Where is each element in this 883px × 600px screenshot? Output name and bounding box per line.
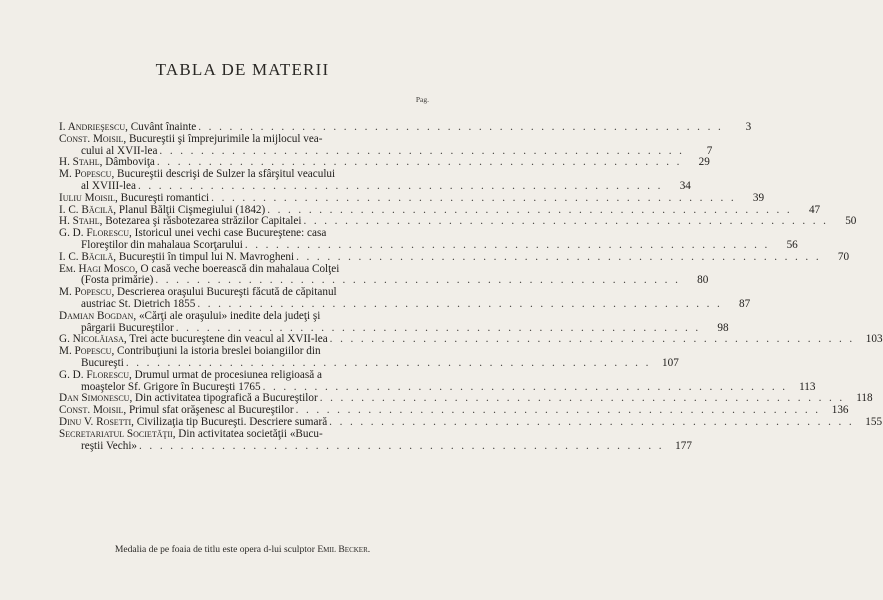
sculptor-name: Emil Becker bbox=[317, 544, 368, 555]
toc-author: Em. Hagi Mosco bbox=[59, 262, 135, 275]
toc-page-number: 136 bbox=[831, 404, 849, 417]
toc-title: Primul sfat orăşenesc al Bucureştilor bbox=[128, 404, 294, 417]
toc-page-number: 3 bbox=[745, 121, 752, 133]
page-title: TABLA DE MATERII bbox=[155, 60, 330, 79]
toc-title: cului al XVII-lea bbox=[81, 144, 158, 157]
toc-title: pârgarii Bucureştilor bbox=[81, 321, 174, 334]
toc-separator: , bbox=[123, 404, 129, 417]
toc-leader-dots: . . . . . . . . . . . . . . . . . . . . . . . . . . . . . . . . . . . . . . . . . . . . . . . . . . . bbox=[137, 179, 663, 192]
toc-title: Descrierea oraşului Bucureşti făcută de căpitanul bbox=[117, 286, 337, 299]
toc-title: Din activitatea societăţii «Bucu- bbox=[178, 427, 323, 440]
toc-page-number: 34 bbox=[679, 179, 691, 192]
toc-author: Damian Bogdan bbox=[59, 309, 134, 322]
toc-title: (Fosta primărie) bbox=[81, 274, 154, 287]
toc-title: «Cărţi ale oraşului» inedite dela judeţi şi bbox=[138, 309, 321, 322]
toc-page-number: 39 bbox=[752, 191, 765, 204]
toc-page-number: 70 bbox=[837, 250, 850, 263]
toc-separator: , bbox=[134, 262, 141, 275]
toc-separator: , bbox=[123, 132, 129, 145]
toc-author: I. C. Băcilă bbox=[59, 250, 114, 263]
toc-separator: , bbox=[172, 427, 179, 440]
toc-title: Drumul urmat de procesiunea religioasă a bbox=[134, 368, 322, 381]
toc-title: Civilizaţia tip Bucureşti. Descriere sumară bbox=[136, 415, 328, 428]
toc-author: Dan Simonescu bbox=[59, 392, 130, 405]
toc-separator: , bbox=[125, 121, 131, 133]
toc-title: Bucureştii şi împrejurimile la mijlocul vea- bbox=[128, 132, 323, 145]
toc-leader-dots: . . . . . . . . . . . . . . . . . . . . . . . . . . . . . . . . . . . . . . . . . . . . . . . . . . . bbox=[329, 333, 855, 346]
toc-title: Planul Bălţii Cişmegiului (1842) bbox=[118, 203, 266, 216]
toc-author: M. Popescu bbox=[59, 168, 112, 181]
toc-leader-dots: . . . . . . . . . . . . . . . . . . . . . . . . . . . . . . . . . . . . . . . . . . . . . . . . . . . bbox=[139, 439, 664, 452]
toc-leader-dots: . . . . . . . . . . . . . . . . . . . . . . . . . . . . . . . . . . . . . . . . . . . . . . . . . . . bbox=[244, 238, 770, 251]
toc-page-number: 50 bbox=[845, 215, 857, 228]
toc-entry bbox=[59, 227, 798, 252]
toc-entry bbox=[59, 368, 816, 394]
toc-separator: , bbox=[129, 368, 135, 381]
toc-author: G. Nicolăiasa bbox=[59, 333, 124, 346]
toc-entry bbox=[59, 168, 691, 193]
table-of-contents bbox=[59, 121, 883, 452]
toc-entry bbox=[59, 286, 751, 311]
toc-separator: , bbox=[115, 191, 121, 204]
toc-page-number: 87 bbox=[739, 297, 751, 310]
toc-author: M. Popescu bbox=[59, 286, 112, 299]
toc-entry-text bbox=[81, 441, 137, 453]
toc-leader-dots: . . . . . . . . . . . . . . . . . . . . . . . . . . . . . . . . . . . . . . . . . . . . . . . . . . . bbox=[296, 250, 822, 263]
toc-title: Floreştilor din mahalaua Scorţarului bbox=[81, 238, 243, 251]
footer-note: Medalia de pe foaia de titlu este opera d-lui sculptor Emil Becker. bbox=[114, 544, 371, 555]
toc-leader-dots: . . . . . . . . . . . . . . . . . . . . . . . . . . . . . . . . . . . . . . . . . . . . . . . . . . . bbox=[125, 356, 651, 369]
toc-author: G. D. Florescu bbox=[59, 227, 130, 240]
toc-author: Iuliu Moisil bbox=[59, 191, 116, 204]
toc-title: Contribuţiuni la istoria breslei boiangiilor din bbox=[117, 345, 321, 358]
toc-leader-dots: . . . . . . . . . . . . . . . . . . . . . . . . . . . . . . . . . . . . . . . . . . . . . . . . . . . bbox=[319, 392, 845, 405]
toc-page-number: 107 bbox=[662, 356, 679, 369]
toc-separator: , bbox=[113, 203, 119, 216]
toc-title: Istoricul unei vechi case Bucureştene: casa bbox=[134, 227, 327, 240]
footer-text: Medalia de pe foaia de titlu este opera d-lui sculptor bbox=[114, 544, 315, 555]
toc-separator: , bbox=[133, 309, 139, 322]
toc-separator: , bbox=[99, 156, 106, 169]
toc-title: Bucureştii în timpul lui N. Mavrogheni bbox=[118, 250, 295, 263]
toc-title: Botezarea şi răsbotezarea străzilor Capitalei bbox=[105, 215, 302, 228]
toc-leader-dots: . . . . . . . . . . . . . . . . . . . . . . . . . . . . . . . . . . . . . . . . . . . . . . . . . . . bbox=[295, 404, 821, 417]
toc-leader-dots: . . . . . . . . . . . . . . . . . . . . . . . . . . . . . . . . . . . . . . . . . . . . . . . . . . . bbox=[159, 144, 685, 157]
toc-page-number: 47 bbox=[808, 203, 821, 216]
toc-entry bbox=[59, 427, 692, 453]
toc-separator: , bbox=[99, 215, 106, 228]
toc-separator: , bbox=[129, 227, 135, 240]
toc-page-number: 29 bbox=[698, 156, 710, 169]
toc-leader-dots: . . . . . . . . . . . . . . . . . . . . . . . . . . . . . . . . . . . . . . . . . . . . . . . . . . . bbox=[197, 297, 723, 310]
toc-separator: , bbox=[131, 415, 137, 428]
toc-author: Secretariatul Societăţii bbox=[59, 427, 173, 440]
toc-author: Const. Moisil bbox=[59, 404, 124, 417]
toc-separator: , bbox=[123, 333, 130, 346]
toc-entry bbox=[59, 345, 679, 370]
toc-entry bbox=[59, 132, 713, 158]
toc-leader-dots: . . . . . . . . . . . . . . . . . . . . . . . . . . . . . . . . . . . . . . . . . . . . . . . . . . . bbox=[156, 156, 682, 169]
toc-title: Bucureşti romantici bbox=[120, 191, 210, 204]
toc-page-number: 103 bbox=[865, 333, 883, 346]
toc-title: Bucureşti bbox=[81, 356, 124, 369]
toc-author: M. Popescu bbox=[59, 345, 112, 358]
toc-leader-dots: . . . . . . . . . . . . . . . . . . . . . . . . . . . . . . . . . . . . . . . . . . . . . . . . . . . bbox=[303, 215, 829, 228]
toc-author: H. Stahl bbox=[59, 156, 100, 169]
toc-title: al XVIII-lea bbox=[81, 179, 136, 192]
toc-title: austriac St. Dietrich 1855 bbox=[81, 297, 196, 310]
toc-title: Bucureştii descrişi de Sulzer la sfârşitul veacului bbox=[117, 168, 336, 181]
toc-author: I. C. Băcilă bbox=[59, 203, 114, 216]
toc-separator: , bbox=[129, 392, 136, 405]
toc-leader-dots: . . . . . . . . . . . . . . . . . . . . . . . . . . . . . . . . . . . . . . . . . . . . . . . . . . . bbox=[329, 415, 855, 428]
toc-separator: , bbox=[111, 286, 118, 299]
toc-leader-dots: . . . . . . . . . . . . . . . . . . . . . . . . . . . . . . . . . . . . . . . . . . . . . . . . . . . bbox=[155, 274, 681, 287]
toc-title: moaştelor Sf. Grigore în Bucureşti 1765 bbox=[81, 380, 261, 393]
toc-page-number: 80 bbox=[697, 274, 709, 287]
toc-page-number: 118 bbox=[856, 392, 873, 405]
toc-leader-dots: . . . . . . . . . . . . . . . . . . . . . . . . . . . . . . . . . . . . . . . . . . . . . . . . . . . bbox=[198, 121, 724, 133]
toc-page-number: 113 bbox=[799, 380, 816, 393]
toc-title: reştii Vechi» bbox=[81, 439, 138, 452]
toc-leader-dots: . . . . . . . . . . . . . . . . . . . . . . . . . . . . . . . . . . . . . . . . . . . . . . . . . . . bbox=[211, 191, 737, 204]
toc-page-number: 155 bbox=[865, 415, 883, 428]
toc-page-number: 177 bbox=[675, 439, 692, 452]
toc-entry-continuation bbox=[59, 439, 692, 453]
toc-author: Const. Moisil bbox=[59, 132, 124, 145]
toc-title: Cuvânt înainte bbox=[130, 121, 197, 133]
toc-separator: , bbox=[111, 168, 118, 181]
toc-entry bbox=[59, 262, 709, 288]
toc-separator: , bbox=[111, 345, 118, 358]
toc-author: I. Andrieşescu bbox=[59, 121, 126, 133]
toc-title: Trei acte bucureştene din veacul al XVII-lea bbox=[129, 333, 328, 346]
toc-title: Dâmboviţa bbox=[105, 156, 155, 169]
toc-title: Din activitatea tipografică a Bucureştilor bbox=[135, 392, 318, 405]
toc-entry bbox=[59, 309, 729, 335]
toc-page-number: 7 bbox=[706, 144, 713, 157]
toc-title: O casă veche boerească din mahalaua Colţei bbox=[140, 262, 340, 275]
toc-author: H. Stahl bbox=[59, 215, 100, 228]
toc-leader-dots: . . . . . . . . . . . . . . . . . . . . . . . . . . . . . . . . . . . . . . . . . . . . . . . . . . . bbox=[267, 203, 793, 216]
toc-author: G. D. Florescu bbox=[59, 368, 130, 381]
page-column-label: Pag. bbox=[415, 95, 429, 104]
toc-leader-dots: . . . . . . . . . . . . . . . . . . . . . . . . . . . . . . . . . . . . . . . . . . . . . . . . . . . bbox=[175, 321, 701, 334]
toc-page-number: 56 bbox=[786, 238, 798, 251]
toc-author: Dinu V. Rosetti bbox=[59, 415, 132, 428]
toc-separator: , bbox=[113, 250, 119, 263]
toc-page-number: 98 bbox=[717, 321, 729, 334]
toc-leader-dots: . . . . . . . . . . . . . . . . . . . . . . . . . . . . . . . . . . . . . . . . . . . . . . . . . . . bbox=[262, 380, 788, 393]
